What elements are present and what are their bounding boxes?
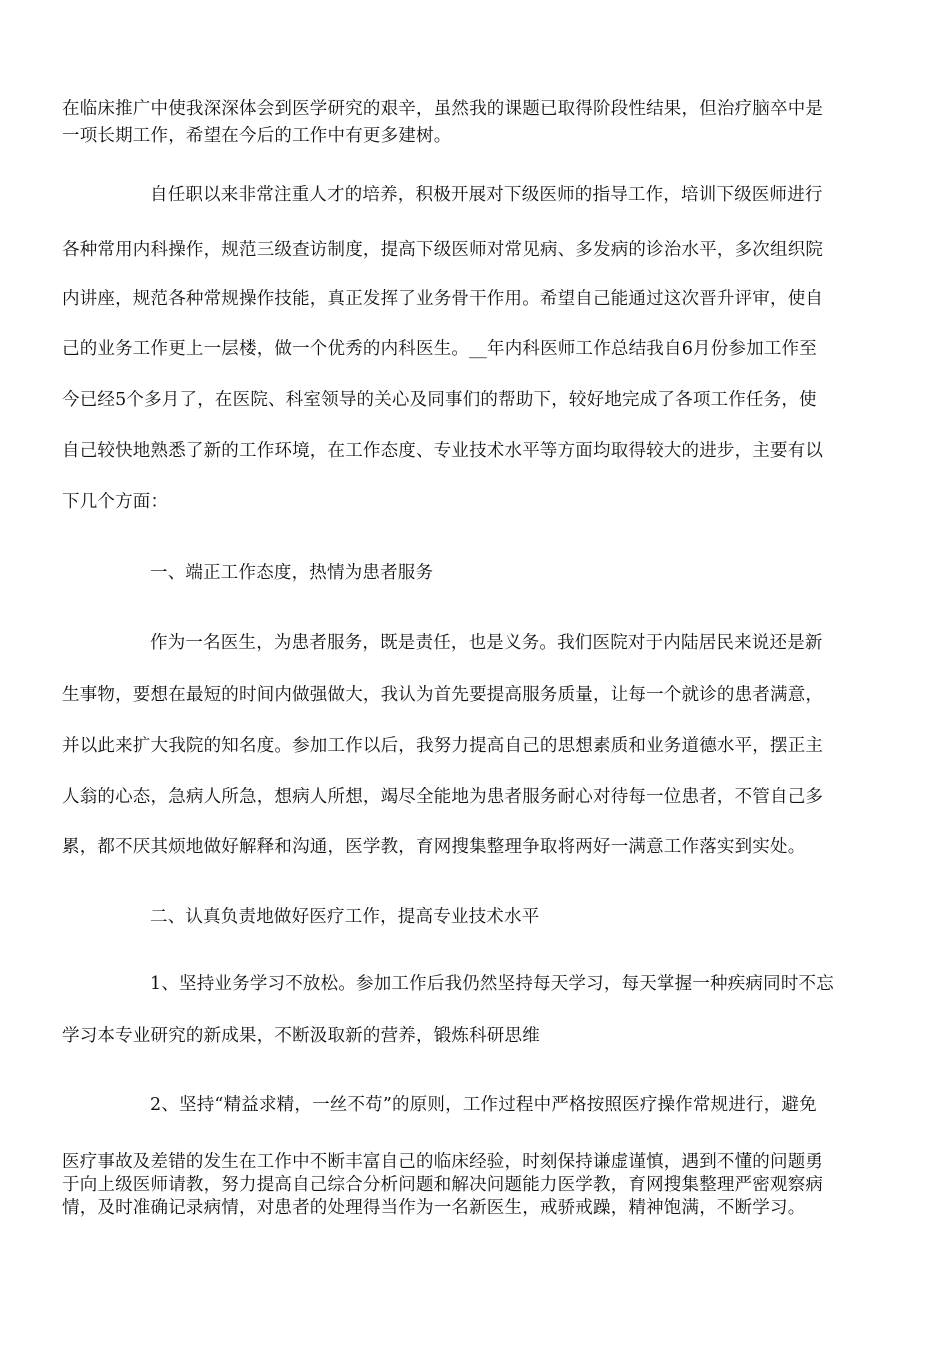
section-heading-2: 二、认真负责地做好医疗工作，提高专业技术水平	[150, 907, 540, 927]
paragraph-3-line-4: 人翁的心态，急病人所急，想病人所想，竭尽全能地为患者服务耐心对待每一位患者，不管自己多	[62, 787, 824, 807]
paragraph-5-line-4: 情，及时准确记录病情，对患者的处理得当作为一名新医生，戒骄戒躁，精神饱满，不断学习。	[62, 1198, 806, 1218]
paragraph-5-line-3: 于向上级医师请教，努力提高自己综合分析问题和解决问题能力医学教，育网搜集整理严密观察病	[62, 1175, 824, 1195]
text-line-2: 一项长期工作，希望在今后的工作中有更多建树。	[62, 126, 452, 146]
paragraph-2-line-2: 各种常用内科操作，规范三级查访制度，提高下级医师对常见病、多发病的诊治水平，多次组织院	[62, 240, 824, 260]
paragraph-3-line-3: 并以此来扩大我院的知名度。参加工作以后，我努力提高自己的思想素质和业务道德水平，摆正主	[62, 736, 824, 756]
paragraph-2-line-4: 己的业务工作更上一层楼，做一个优秀的内科医生。__年内科医师工作总结我自6月份参加工作至	[62, 339, 817, 359]
paragraph-4-line-1: 1、坚持业务学习不放松。参加工作后我仍然坚持每天学习，每天掌握一种疾病同时不忘	[150, 974, 834, 994]
paragraph-2-line-7: 下几个方面：	[62, 492, 169, 512]
paragraph-3-line-1: 作为一名医生，为患者服务，既是责任，也是义务。我们医院对于内陆居民来说还是新	[150, 633, 823, 653]
text-line-1: 在临床推广中使我深深体会到医学研究的艰辛，虽然我的课题已取得阶段性结果，但治疗脑卒中是	[62, 99, 824, 119]
paragraph-3-line-2: 生事物，要想在最短的时间内做强做大，我认为首先要提高服务质量，让每一个就诊的患者满意，	[62, 685, 824, 705]
paragraph-2-line-6: 自己较快地熟悉了新的工作环境，在工作态度、专业技术水平等方面均取得较大的进步，主要有以	[62, 441, 824, 461]
paragraph-3-line-5: 累，都不厌其烦地做好解释和沟通，医学教，育网搜集整理争取将两好一满意工作落实到实处。	[62, 837, 806, 857]
paragraph-2-line-3: 内讲座，规范各种常规操作技能，真正发挥了业务骨干作用。希望自己能通过这次晋升评审，使自	[62, 289, 824, 309]
paragraph-5-line-1: 2、坚持“精益求精，一丝不苟”的原则，工作过程中严格按照医疗操作常规进行，避免	[150, 1095, 817, 1115]
paragraph-2-line-5: 今已经5个多月了，在医院、科室领导的关心及同事们的帮助下，较好地完成了各项工作任务，使	[62, 390, 817, 410]
paragraph-2-line-1: 自任职以来非常注重人才的培养，积极开展对下级医师的指导工作，培训下级医师进行	[150, 185, 823, 205]
paragraph-4-line-2: 学习本专业研究的新成果，不断汲取新的营养，锻炼科研思维	[62, 1026, 540, 1046]
paragraph-5-line-2: 医疗事故及差错的发生在工作中不断丰富自己的临床经验，时刻保持谦虚谨慎，遇到不懂的问题勇	[62, 1152, 824, 1172]
section-heading-1: 一、端正工作态度，热情为患者服务	[150, 563, 434, 583]
